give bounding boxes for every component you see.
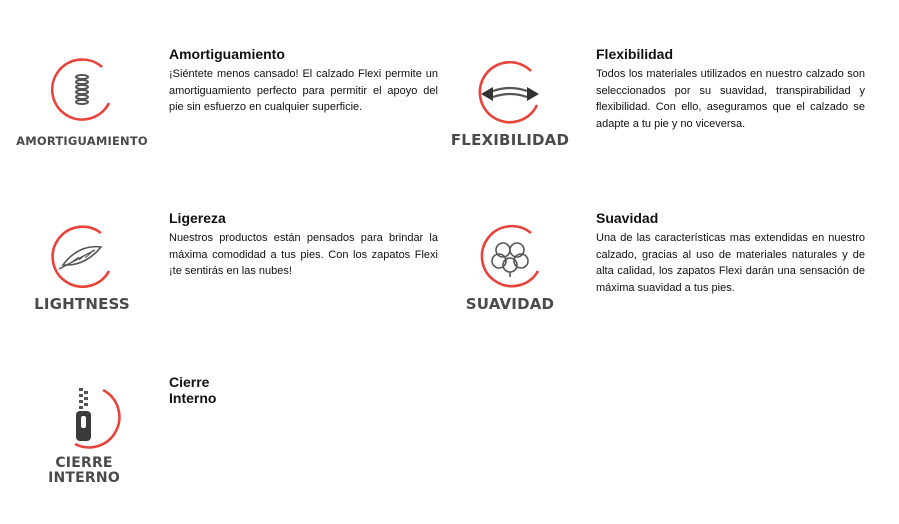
icon-label-line: CIERRE — [55, 455, 113, 471]
feature-icon-block — [12, 221, 152, 313]
zipper-icon — [47, 380, 121, 450]
feature-title: Ligereza — [169, 210, 226, 226]
icon-label — [14, 456, 154, 485]
feature-icon-block — [440, 57, 580, 149]
feather-icon — [45, 221, 119, 291]
cotton-icon — [473, 221, 547, 291]
feature-description: Una de las características mas extendidas en nuestro calzado, gracias al uso de materiales naturales y de alta calidad, los zapatos Flexi darán una sensación de máxima suavidad a tus pies. — [596, 232, 865, 294]
feature-title: Flexibilidad — [596, 46, 674, 62]
feature-title: Suavidad — [596, 210, 659, 226]
feature-title: Cierre Interno — [169, 374, 217, 406]
icon-label: SUAVIDAD — [465, 295, 555, 313]
icon-label: AMORTIGUAMIENTO — [16, 134, 148, 148]
feature-icon-block — [12, 55, 152, 147]
spring-icon — [47, 55, 117, 125]
feature-description: Todos los materiales utilizados en nuestro calzado son seleccionados por su suavidad, transpirabilidad y flexibilidad. Con ello, aseguramos que el calzado se adapte a tu pie y no viceversa. — [596, 68, 865, 130]
feature-title: Amortiguamiento — [169, 46, 285, 62]
icon-label: LIGHTNESS — [34, 295, 130, 313]
icon-label-line: INTERNO — [48, 469, 120, 486]
feature-icon-block — [440, 221, 580, 313]
flex-arrows-icon — [473, 57, 547, 127]
feature-description: Nuestros productos están pensados para brindar la máxima comodidad a tus pies. Con los zapatos Flexi ¡te sentirás en las nubes! — [169, 232, 438, 277]
feature-icon-block — [14, 380, 154, 485]
feature-description: ¡Siéntete menos cansado! El calzado Flexi permite un amortiguamiento perfecto para permitir el apoyo del pie sin esfuerzo en cualquier superficie. — [169, 68, 438, 113]
icon-label: FLEXIBILIDAD — [450, 131, 570, 149]
